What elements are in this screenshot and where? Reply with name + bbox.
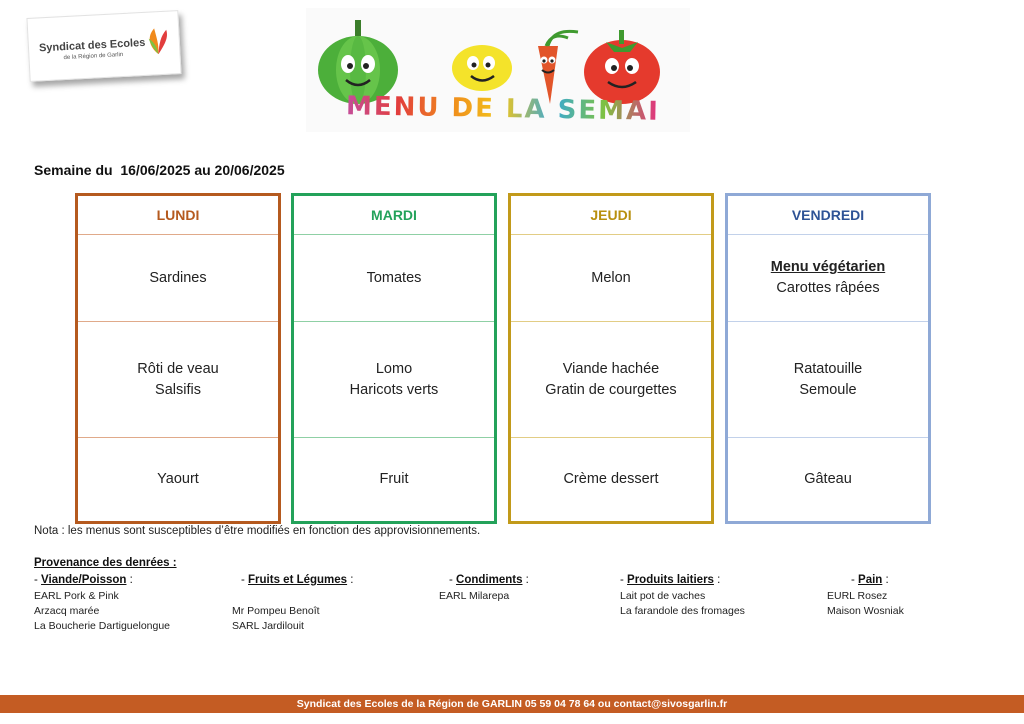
- dessert-cell: [728, 437, 928, 521]
- side-dish: Gratin de courgettes: [545, 381, 677, 398]
- category-suffix: :: [347, 574, 354, 586]
- category-name: Produits laitiers: [627, 574, 714, 586]
- supplier-item: La Boucherie Dartiguelongue: [34, 620, 171, 632]
- side-dish: Haricots verts: [349, 381, 439, 398]
- provenance-title: Provenance des denrées :: [34, 557, 177, 569]
- week-title: Semaine du 16/06/2025 au 20/06/2025: [34, 162, 285, 178]
- footer-bar: [0, 695, 1024, 713]
- day-column-lundi: [75, 193, 281, 524]
- tomato-icon: [584, 30, 660, 104]
- category-prefix: -: [620, 574, 628, 586]
- dessert-dish: Yaourt: [157, 471, 199, 487]
- footer-contact-text: Syndicat des Ecoles de la Région de GARLIN 05 59 04 78 64 ou contact@sivosgarlin.fr: [296, 698, 728, 710]
- category-viande-poisson: [34, 574, 133, 586]
- day-header: VENDREDI: [791, 207, 865, 223]
- dessert-dish: Gâteau: [804, 471, 852, 487]
- dessert-dish: Fruit: [379, 471, 409, 487]
- starter-cell: [511, 234, 711, 321]
- supplier-item: EARL Milarepa: [439, 590, 510, 602]
- starter-dish: Melon: [591, 269, 631, 286]
- category-suffix: :: [713, 574, 721, 586]
- main-course-cell: [511, 321, 711, 437]
- supplier-item: Lait pot de vaches: [620, 590, 706, 602]
- banner-title: MENU DE LA SEMAINE: [345, 91, 704, 128]
- starter-cell: [294, 234, 494, 321]
- category-name: Condiments: [456, 574, 523, 586]
- starter-dish: Carottes râpées: [776, 280, 880, 296]
- category-pain: [851, 574, 889, 586]
- side-dish: Semoule: [799, 381, 857, 398]
- day-header: LUNDI: [156, 207, 200, 223]
- category-suffix: :: [522, 574, 529, 586]
- category-suffix: :: [126, 574, 133, 586]
- main-dish: Ratatouille: [793, 360, 863, 377]
- category-name: Fruits et Légumes: [248, 574, 348, 586]
- category-prefix: -: [34, 574, 42, 586]
- menu-banner: [306, 8, 704, 132]
- butterfly-leaf-icon: [144, 26, 172, 57]
- side-dish: Salsifis: [155, 381, 201, 398]
- supplier-item: Mr Pompeu Benoît: [232, 605, 320, 617]
- starter-cell: [78, 234, 278, 321]
- dessert-cell: [294, 437, 494, 521]
- supplier-item: La farandole des fromages: [620, 605, 745, 617]
- main-dish: Rôti de veau: [137, 360, 219, 377]
- category-prefix: -: [851, 574, 859, 586]
- category-condiments: [449, 574, 529, 586]
- supplier-item: EURL Rosez: [827, 590, 888, 602]
- nota-text: Nota : les menus sont susceptibles d’être modifiés en fonction des approvisionnements.: [34, 525, 481, 537]
- starter-dish: Tomates: [366, 269, 422, 286]
- dessert-cell: [78, 437, 278, 521]
- main-course-cell: [78, 321, 278, 437]
- day-header: MARDI: [371, 207, 417, 223]
- supplier-item: Maison Wosniak: [827, 605, 904, 617]
- category-produits-laitiers: [620, 574, 720, 586]
- logo-subtitle: de la Région de Garlin: [63, 52, 124, 62]
- day-header: JEUDI: [590, 207, 632, 223]
- lemon-icon: [452, 45, 512, 91]
- logo-card: [26, 10, 181, 82]
- starter-dish: Sardines: [149, 269, 207, 286]
- supplier-item: SARL Jardilouit: [232, 620, 304, 632]
- category-name: Pain: [858, 574, 883, 586]
- category-prefix: -: [449, 574, 457, 586]
- day-column-jeudi: [508, 193, 714, 524]
- supplier-item: Arzacq marée: [34, 605, 100, 617]
- dessert-dish: Crème dessert: [563, 471, 659, 487]
- dessert-cell: [511, 437, 711, 521]
- category-prefix: -: [241, 574, 249, 586]
- main-dish: Lomo: [375, 360, 413, 377]
- main-course-cell: [294, 321, 494, 437]
- main-course-cell: [728, 321, 928, 437]
- starter-cell: [728, 234, 928, 321]
- day-column-mardi: [291, 193, 497, 524]
- carrot-icon: [538, 31, 578, 104]
- main-dish: Viande hachée: [562, 360, 660, 377]
- supplier-item: EARL Pork & Pink: [34, 590, 119, 602]
- day-column-vendredi: [725, 193, 931, 524]
- logo-name: Syndicat des Ecoles: [38, 36, 146, 55]
- category-fruits-legumes: [241, 574, 353, 586]
- vegetarian-menu-label: Menu végétarien: [770, 259, 886, 275]
- category-suffix: :: [882, 574, 889, 586]
- category-name: Viande/Poisson: [41, 574, 127, 586]
